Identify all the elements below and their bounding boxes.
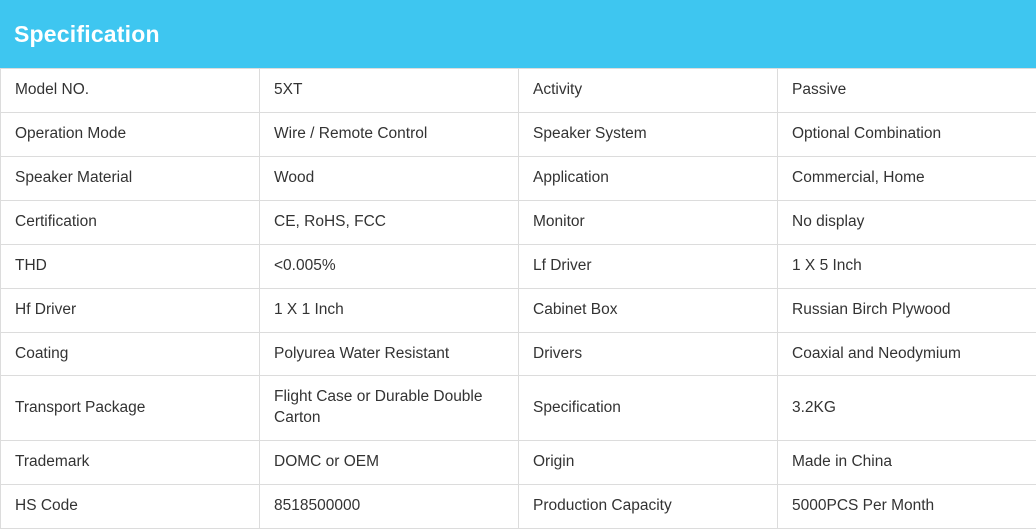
spec-label: Certification	[1, 200, 260, 244]
table-row	[1, 69, 1036, 113]
spec-label: Activity	[519, 69, 778, 113]
spec-value: Russian Birch Plywood	[778, 288, 1036, 332]
spec-label: Lf Driver	[519, 244, 778, 288]
table-row	[1, 288, 1036, 332]
specification-table	[0, 68, 1036, 529]
spec-value: 5000PCS Per Month	[778, 485, 1036, 529]
table-row	[1, 485, 1036, 529]
spec-value: No display	[778, 200, 1036, 244]
spec-label: Origin	[519, 441, 778, 485]
spec-value: <0.005%	[260, 244, 519, 288]
spec-label: Application	[519, 156, 778, 200]
spec-label: Operation Mode	[1, 112, 260, 156]
spec-label: Drivers	[519, 332, 778, 376]
specification-table-body	[1, 69, 1036, 529]
spec-value: 1 X 1 Inch	[260, 288, 519, 332]
spec-label: Trademark	[1, 441, 260, 485]
table-row	[1, 200, 1036, 244]
spec-label: Speaker Material	[1, 156, 260, 200]
table-row	[1, 244, 1036, 288]
spec-label: Model NO.	[1, 69, 260, 113]
spec-value: DOMC or OEM	[260, 441, 519, 485]
spec-label: Cabinet Box	[519, 288, 778, 332]
table-row	[1, 112, 1036, 156]
table-row	[1, 156, 1036, 200]
specification-header	[0, 0, 1036, 68]
table-row	[1, 441, 1036, 485]
table-row	[1, 332, 1036, 376]
spec-value: 5XT	[260, 69, 519, 113]
spec-label: THD	[1, 244, 260, 288]
spec-value: 3.2KG	[778, 376, 1036, 441]
spec-value: Flight Case or Durable Double Carton	[260, 376, 519, 441]
spec-label: HS Code	[1, 485, 260, 529]
spec-value: Coaxial and Neodymium	[778, 332, 1036, 376]
spec-value: Optional Combination	[778, 112, 1036, 156]
spec-value: 1 X 5 Inch	[778, 244, 1036, 288]
spec-label: Production Capacity	[519, 485, 778, 529]
spec-value: Wire / Remote Control	[260, 112, 519, 156]
spec-value: Commercial, Home	[778, 156, 1036, 200]
spec-value: Made in China	[778, 441, 1036, 485]
spec-value: Polyurea Water Resistant	[260, 332, 519, 376]
page-title: Specification	[14, 20, 160, 47]
table-row	[1, 376, 1036, 441]
spec-value: CE, RoHS, FCC	[260, 200, 519, 244]
spec-value: Wood	[260, 156, 519, 200]
spec-value: Passive	[778, 69, 1036, 113]
spec-label: Speaker System	[519, 112, 778, 156]
spec-value: 8518500000	[260, 485, 519, 529]
spec-label: Hf Driver	[1, 288, 260, 332]
spec-label: Specification	[519, 376, 778, 441]
spec-label: Coating	[1, 332, 260, 376]
spec-label: Monitor	[519, 200, 778, 244]
spec-label: Transport Package	[1, 376, 260, 441]
